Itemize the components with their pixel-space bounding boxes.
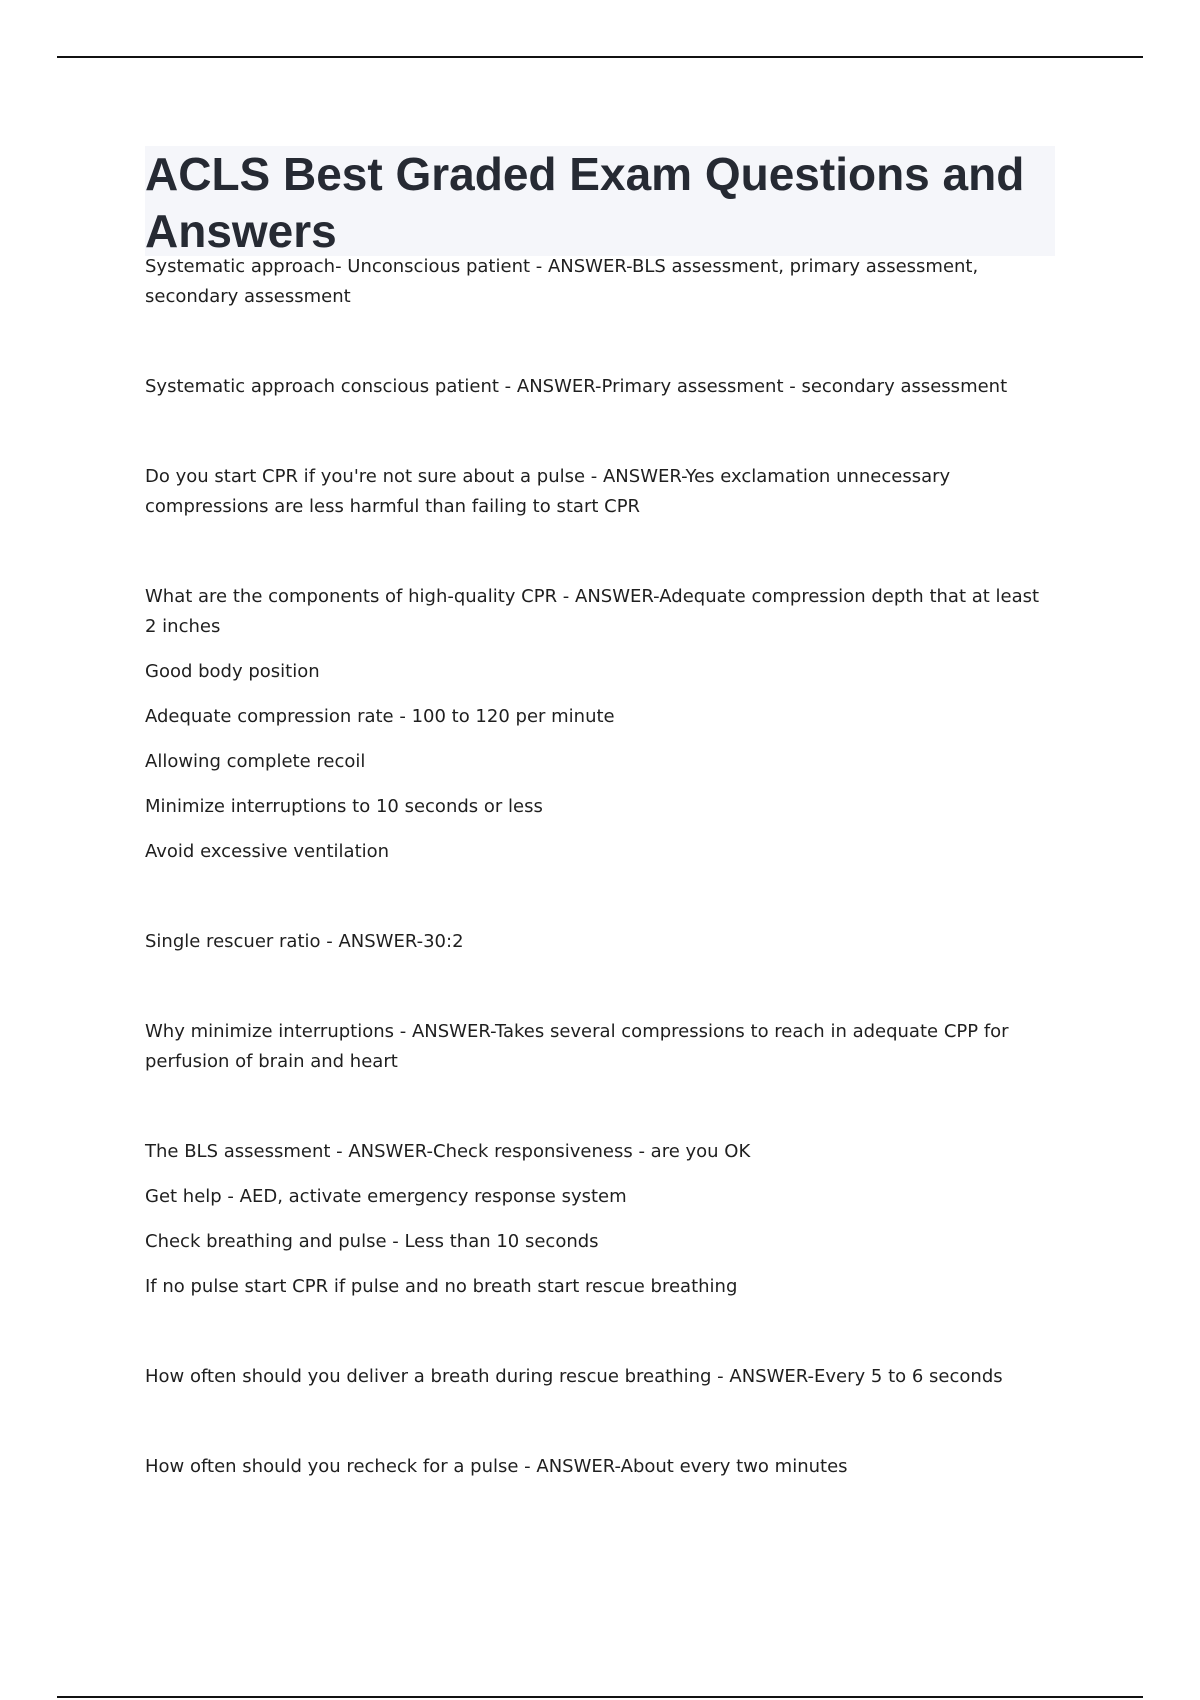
qa-line: Good body position xyxy=(145,661,320,682)
qa-line: Why minimize interruptions - ANSWER-Takes several compressions to reach in adequate CPP for perfusion of brain and heart xyxy=(145,1021,1009,1072)
qa-line: What are the components of high-quality CPR - ANSWER-Adequate compression depth that at least 2 inches xyxy=(145,586,1040,637)
document-body xyxy=(145,252,1050,1482)
qa-entry-5 xyxy=(145,927,1050,957)
qa-line: Do you start CPR if you're not sure about a pulse - ANSWER-Yes exclamation unnecessary compressions are less harmful than failing to start CPR xyxy=(145,466,951,517)
document-title: ACLS Best Graded Exam Questions and Answers xyxy=(145,148,1025,257)
qa-line: How often should you deliver a breath during rescue breathing - ANSWER-Every 5 to 6 seconds xyxy=(145,1366,1003,1387)
qa-entry-6 xyxy=(145,1017,1050,1077)
header-rule xyxy=(57,56,1143,58)
qa-line: Systematic approach- Unconscious patient - ANSWER-BLS assessment, primary assessment, secondary assessment xyxy=(145,256,979,307)
qa-entry-2 xyxy=(145,372,1050,402)
qa-line: The BLS assessment - ANSWER-Check responsiveness - are you OK xyxy=(145,1141,751,1162)
qa-line: Minimize interruptions to 10 seconds or less xyxy=(145,796,543,817)
qa-line: Adequate compression rate - 100 to 120 per minute xyxy=(145,706,615,727)
qa-line: How often should you recheck for a pulse - ANSWER-About every two minutes xyxy=(145,1456,848,1477)
qa-entry-4 xyxy=(145,582,1050,867)
qa-entry-1 xyxy=(145,252,1050,312)
qa-line: If no pulse start CPR if pulse and no breath start rescue breathing xyxy=(145,1276,738,1297)
qa-line: Systematic approach conscious patient - ANSWER-Primary assessment - secondary assessment xyxy=(145,376,1008,397)
footer-rule xyxy=(57,1696,1143,1698)
qa-line: Check breathing and pulse - Less than 10 seconds xyxy=(145,1231,599,1252)
qa-entry-7 xyxy=(145,1137,1050,1302)
qa-entry-8 xyxy=(145,1362,1050,1392)
qa-entry-9 xyxy=(145,1452,1050,1482)
qa-line: Get help - AED, activate emergency response system xyxy=(145,1186,627,1207)
qa-line: Allowing complete recoil xyxy=(145,751,366,772)
qa-entry-3 xyxy=(145,462,1050,522)
qa-line: Avoid excessive ventilation xyxy=(145,841,390,862)
qa-line: Single rescuer ratio - ANSWER-30:2 xyxy=(145,931,464,952)
